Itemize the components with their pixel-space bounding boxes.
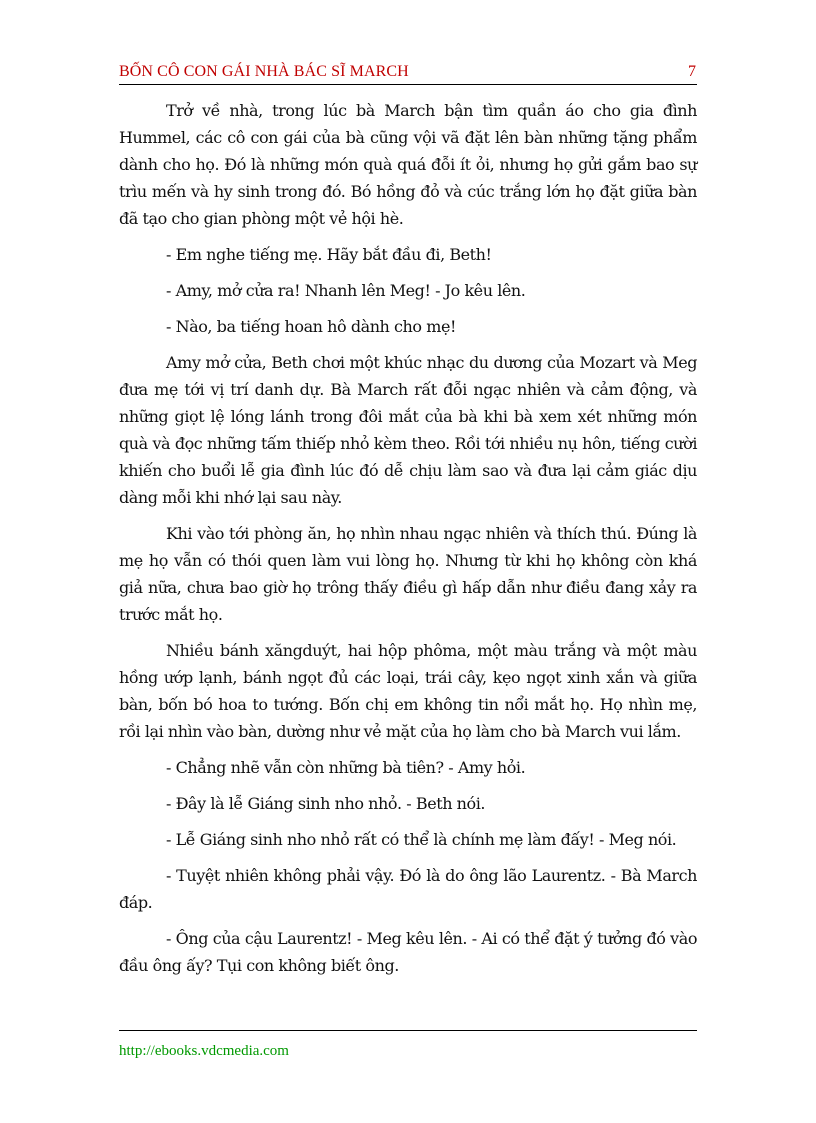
paragraph: Amy mở cửa, Beth chơi một khúc nhạc du dương của Mozart và Meg đưa mẹ tới vị trí danh dự. Bà March rất đỗi ngạc nhiên và cảm động, và những giọt lệ lóng lánh trong đôi mắt của bà khi bà xem xét những món quà và đọc những tấm thiếp nhỏ kèm theo. Rồi tới nhiều nụ hôn, tiếng cười khiến cho buổi lễ gia đình lúc đó dễ chịu làm sao và đưa lại cảm giác dịu dàng mỗi khi nhớ lại sau này. (119, 353, 697, 507)
paragraph: - Lễ Giáng sinh nho nhỏ rất có thể là chính mẹ làm đấy! - Meg nói. (166, 830, 677, 849)
page-number: 7 (688, 63, 696, 80)
page-body (119, 97, 697, 988)
running-header (119, 62, 697, 85)
book-title: BỐN CÔ CON GÁI NHÀ BÁC SĨ MARCH (119, 63, 409, 80)
paragraph: - Chẳng nhẽ vẫn còn những bà tiên? - Amy hỏi. (166, 758, 526, 777)
paragraph: - Tuyệt nhiên không phải vậy. Đó là do ông lão Laurentz. - Bà March đáp. (119, 866, 697, 912)
paragraph: - Đây là lễ Giáng sinh nho nhỏ. - Beth nói. (166, 794, 486, 813)
footer-divider (119, 1030, 697, 1031)
footer-url[interactable]: http://ebooks.vdcmedia.com (119, 1043, 289, 1059)
paragraph: - Ông của cậu Laurentz! - Meg kêu lên. - Ai có thể đặt ý tưởng đó vào đầu ông ấy? Tụi con không biết ông. (119, 929, 697, 975)
paragraph: Khi vào tới phòng ăn, họ nhìn nhau ngạc nhiên và thích thú. Đúng là mẹ họ vẫn có thói quen làm vui lòng họ. Nhưng từ khi họ không còn khá giả nữa, chưa bao giờ họ trông thấy điều gì hấp dẫn như điều đang xảy ra trước mắt họ. (119, 524, 697, 624)
paragraph: Trở về nhà, trong lúc bà March bận tìm quần áo cho gia đình Hummel, các cô con gái của bà cũng vội vã đặt lên bàn những tặng phẩm dành cho họ. Đó là những món quà quá đỗi ít ỏi, nhưng họ gửi gắm bao sự trìu mến và hy sinh trong đó. Bó hồng đỏ và cúc trắng lớn họ đặt giữa bàn đã tạo cho gian phòng một vẻ hội hè. (119, 101, 697, 228)
paragraph: - Nào, ba tiếng hoan hô dành cho mẹ! (166, 317, 456, 336)
paragraph: - Em nghe tiếng mẹ. Hãy bắt đầu đi, Beth! (166, 245, 492, 264)
paragraph: - Amy, mở cửa ra! Nhanh lên Meg! - Jo kêu lên. (166, 281, 526, 300)
paragraph: Nhiều bánh xăngduýt, hai hộp phôma, một màu trắng và một màu hồng ướp lạnh, bánh ngọt đủ các loại, trái cây, kẹo ngọt xinh xắn và giữa bàn, bốn bó hoa to tướng. Bốn chị em không tin nổi mắt họ. Họ nhìn mẹ, rồi lại nhìn vào bàn, dường như vẻ mặt của họ làm cho bà March vui lắm. (119, 641, 697, 741)
